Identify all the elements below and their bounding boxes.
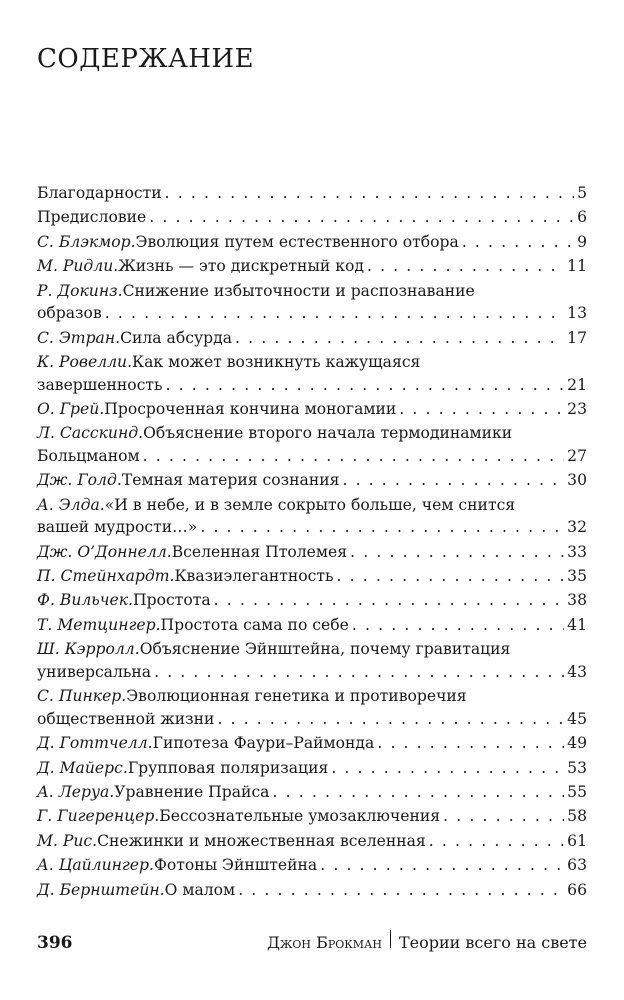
page-title: СОДЕРЖАНИЕ — [37, 44, 255, 74]
toc-entry-title: Как может возникнуть кажущаяся — [132, 352, 421, 371]
toc-entry-author: Ш. Кэрролл. — [37, 640, 140, 659]
toc-entry[interactable] — [37, 565, 587, 588]
toc-entry-title: Жизнь — это дискретный код — [118, 257, 364, 276]
dot-leader — [143, 445, 565, 468]
toc-entry-page: 13 — [567, 304, 587, 323]
toc-entry[interactable] — [37, 830, 587, 853]
toc-entry-page: 30 — [567, 471, 587, 490]
dot-leader — [105, 302, 564, 325]
toc-entry-author: А. Элда. — [37, 495, 105, 514]
toc-entry[interactable] — [37, 206, 587, 229]
toc-entry[interactable] — [37, 327, 587, 350]
toc-entry-page: 49 — [567, 734, 587, 753]
toc-entry-author: К. Ровелли. — [37, 352, 133, 371]
toc-entry[interactable] — [37, 182, 587, 205]
toc-entry-author: Т. Метцингер. — [37, 615, 161, 634]
toc-entry-title: Квазиэлегантность — [174, 567, 334, 586]
dot-leader — [429, 830, 564, 853]
toc-entry[interactable] — [37, 732, 587, 755]
toc-entry-page: 35 — [567, 567, 587, 586]
toc-entry[interactable] — [37, 494, 587, 539]
toc-entry-title: Объяснение второго начала термодинамики — [143, 424, 513, 443]
toc-entry-page: 17 — [567, 328, 587, 347]
dot-leader — [165, 182, 574, 205]
toc-entry[interactable] — [37, 879, 587, 902]
toc-entry-title: Объяснение Эйнштейна, почему гравитация — [139, 640, 511, 659]
dot-leader — [331, 757, 564, 780]
toc-entry[interactable] — [37, 231, 587, 254]
toc-entry-page: 11 — [567, 257, 587, 276]
dot-leader — [166, 374, 565, 397]
toc-entry-author: Д. Готтчелл. — [37, 734, 153, 753]
dot-leader — [214, 589, 565, 612]
toc-entry-page: 53 — [567, 758, 587, 777]
dot-leader — [320, 854, 564, 877]
page-footer — [37, 930, 587, 953]
toc-entry-title: Эволюционная генетика и противоречия — [126, 687, 467, 706]
dot-leader — [350, 541, 564, 564]
toc-entry-author: П. Стейнхардт. — [37, 567, 175, 586]
toc-entry-title: О малом — [164, 880, 236, 899]
toc-entry-author: М. Ридли. — [37, 257, 119, 276]
toc-entry-page: 55 — [567, 782, 587, 801]
toc-entry-title: Групповая поляризация — [127, 758, 329, 777]
dot-leader — [149, 206, 574, 229]
toc-entry[interactable] — [37, 614, 587, 637]
toc-entry-page: 23 — [567, 399, 587, 418]
toc-entry-author: Л. Сасскинд. — [37, 424, 144, 443]
dot-leader — [238, 879, 564, 902]
toc-entry-title: Благодарности — [37, 184, 162, 202]
page-number: 396 — [37, 933, 73, 953]
toc-entry-author: Ф. Вильчек. — [37, 591, 133, 610]
toc-entry[interactable] — [37, 781, 587, 804]
toc-entry-author: Г. Гигеренцер. — [37, 807, 160, 826]
toc-entry-author: Дж. Голд. — [37, 471, 122, 490]
book-author: Джон Брокман — [267, 933, 382, 952]
toc-entry[interactable] — [37, 255, 587, 278]
toc-entry[interactable] — [37, 541, 587, 564]
dot-leader — [217, 708, 564, 731]
toc-entry-author: Р. Докинз. — [37, 281, 123, 300]
toc-entry-page: 9 — [577, 232, 587, 251]
toc-entry-title: Фотоны Эйнштейна — [153, 856, 318, 875]
dot-leader — [352, 614, 564, 637]
toc-entry-title: Вселенная Птолемея — [171, 542, 348, 561]
dot-leader — [367, 255, 564, 278]
toc-entry-title: общественной жизни — [37, 709, 215, 728]
toc-entry-author: А. Цайлингер. — [37, 856, 154, 875]
toc-entry-title: вашей мудрости…» — [37, 518, 198, 537]
dot-leader — [272, 781, 564, 804]
toc-entry-title: Просроченная кончина моногамии — [104, 399, 397, 418]
dot-leader — [377, 732, 564, 755]
dot-leader — [399, 398, 564, 421]
toc-entry-author: О. Грей. — [37, 399, 105, 418]
toc-entry-author: Д. Майерс. — [37, 758, 128, 777]
table-of-contents — [37, 182, 587, 901]
toc-entry-title: Темная материя сознания — [121, 471, 340, 490]
toc-entry-title: Простота — [132, 591, 211, 610]
dot-leader — [337, 565, 565, 588]
toc-entry-page: 45 — [567, 709, 587, 728]
toc-entry-page: 32 — [567, 518, 587, 537]
toc-entry-author: А. Леруа. — [37, 782, 115, 801]
toc-entry-author: Дж. О’Доннелл. — [37, 542, 172, 561]
toc-entry[interactable] — [37, 351, 587, 396]
toc-entry-title: Бессознательные умозаключения — [159, 807, 441, 826]
toc-entry[interactable] — [37, 638, 587, 683]
toc-entry-page: 61 — [567, 831, 587, 850]
toc-entry[interactable] — [37, 422, 587, 467]
toc-entry[interactable] — [37, 757, 587, 780]
toc-entry-author: С. Блэкмор. — [37, 232, 136, 251]
toc-entry-author: Д. Бернштейн. — [37, 880, 165, 899]
dot-leader — [462, 231, 574, 254]
toc-entry[interactable] — [37, 589, 587, 612]
toc-entry-title: Гипотеза Фаури–Раймонда — [152, 734, 375, 753]
toc-entry[interactable] — [37, 805, 587, 828]
book-title: Теории всего на свете — [398, 933, 587, 952]
toc-entry-title: Уравнение Прайса — [114, 782, 270, 801]
toc-entry-title: Предисловие — [37, 208, 147, 227]
dot-leader — [342, 469, 564, 492]
toc-entry[interactable] — [37, 398, 587, 421]
toc-entry-author: С. Пинкер. — [37, 687, 127, 706]
dot-leader — [200, 516, 564, 539]
toc-entry-author: М. Рис. — [37, 831, 98, 850]
toc-entry-title: Снежинки и множественная вселенная — [97, 831, 426, 850]
toc-entry-title: Простота сама по себе — [160, 615, 349, 634]
toc-entry-page: 43 — [567, 662, 587, 681]
dot-leader — [443, 805, 564, 828]
toc-entry-title: образов — [37, 304, 102, 323]
toc-entry-page: 58 — [567, 807, 587, 826]
toc-entry-title: универсальна — [37, 662, 152, 681]
toc-entry[interactable] — [37, 685, 587, 730]
toc-entry-author: С. Этран. — [37, 328, 121, 347]
toc-entry[interactable] — [37, 280, 587, 325]
toc-entry-page: 27 — [567, 446, 587, 465]
toc-entry-title: Снижение избыточности и распознавание — [122, 281, 475, 300]
toc-entry-title: «И в небе, и в земле сокрыто больше, чем снится — [104, 495, 516, 514]
toc-entry-page: 66 — [567, 880, 587, 899]
toc-entry[interactable] — [37, 469, 587, 492]
toc-entry[interactable] — [37, 854, 587, 877]
toc-entry-page: 5 — [577, 184, 587, 202]
toc-entry-page: 21 — [567, 375, 587, 394]
dot-leader — [235, 327, 564, 350]
toc-entry-title: завершенность — [37, 375, 163, 394]
dot-leader — [154, 661, 564, 684]
toc-entry-page: 6 — [577, 208, 587, 227]
toc-entry-page: 38 — [567, 591, 587, 610]
toc-entry-page: 63 — [567, 856, 587, 875]
toc-entry-page: 41 — [567, 615, 587, 634]
toc-entry-title: Сила абсурда — [120, 328, 233, 347]
toc-entry-title: Эволюция путем естественного отбора — [135, 232, 459, 251]
footer-divider — [390, 930, 391, 948]
toc-entry-title: Больцманом — [37, 446, 140, 465]
toc-entry-page: 33 — [567, 542, 587, 561]
